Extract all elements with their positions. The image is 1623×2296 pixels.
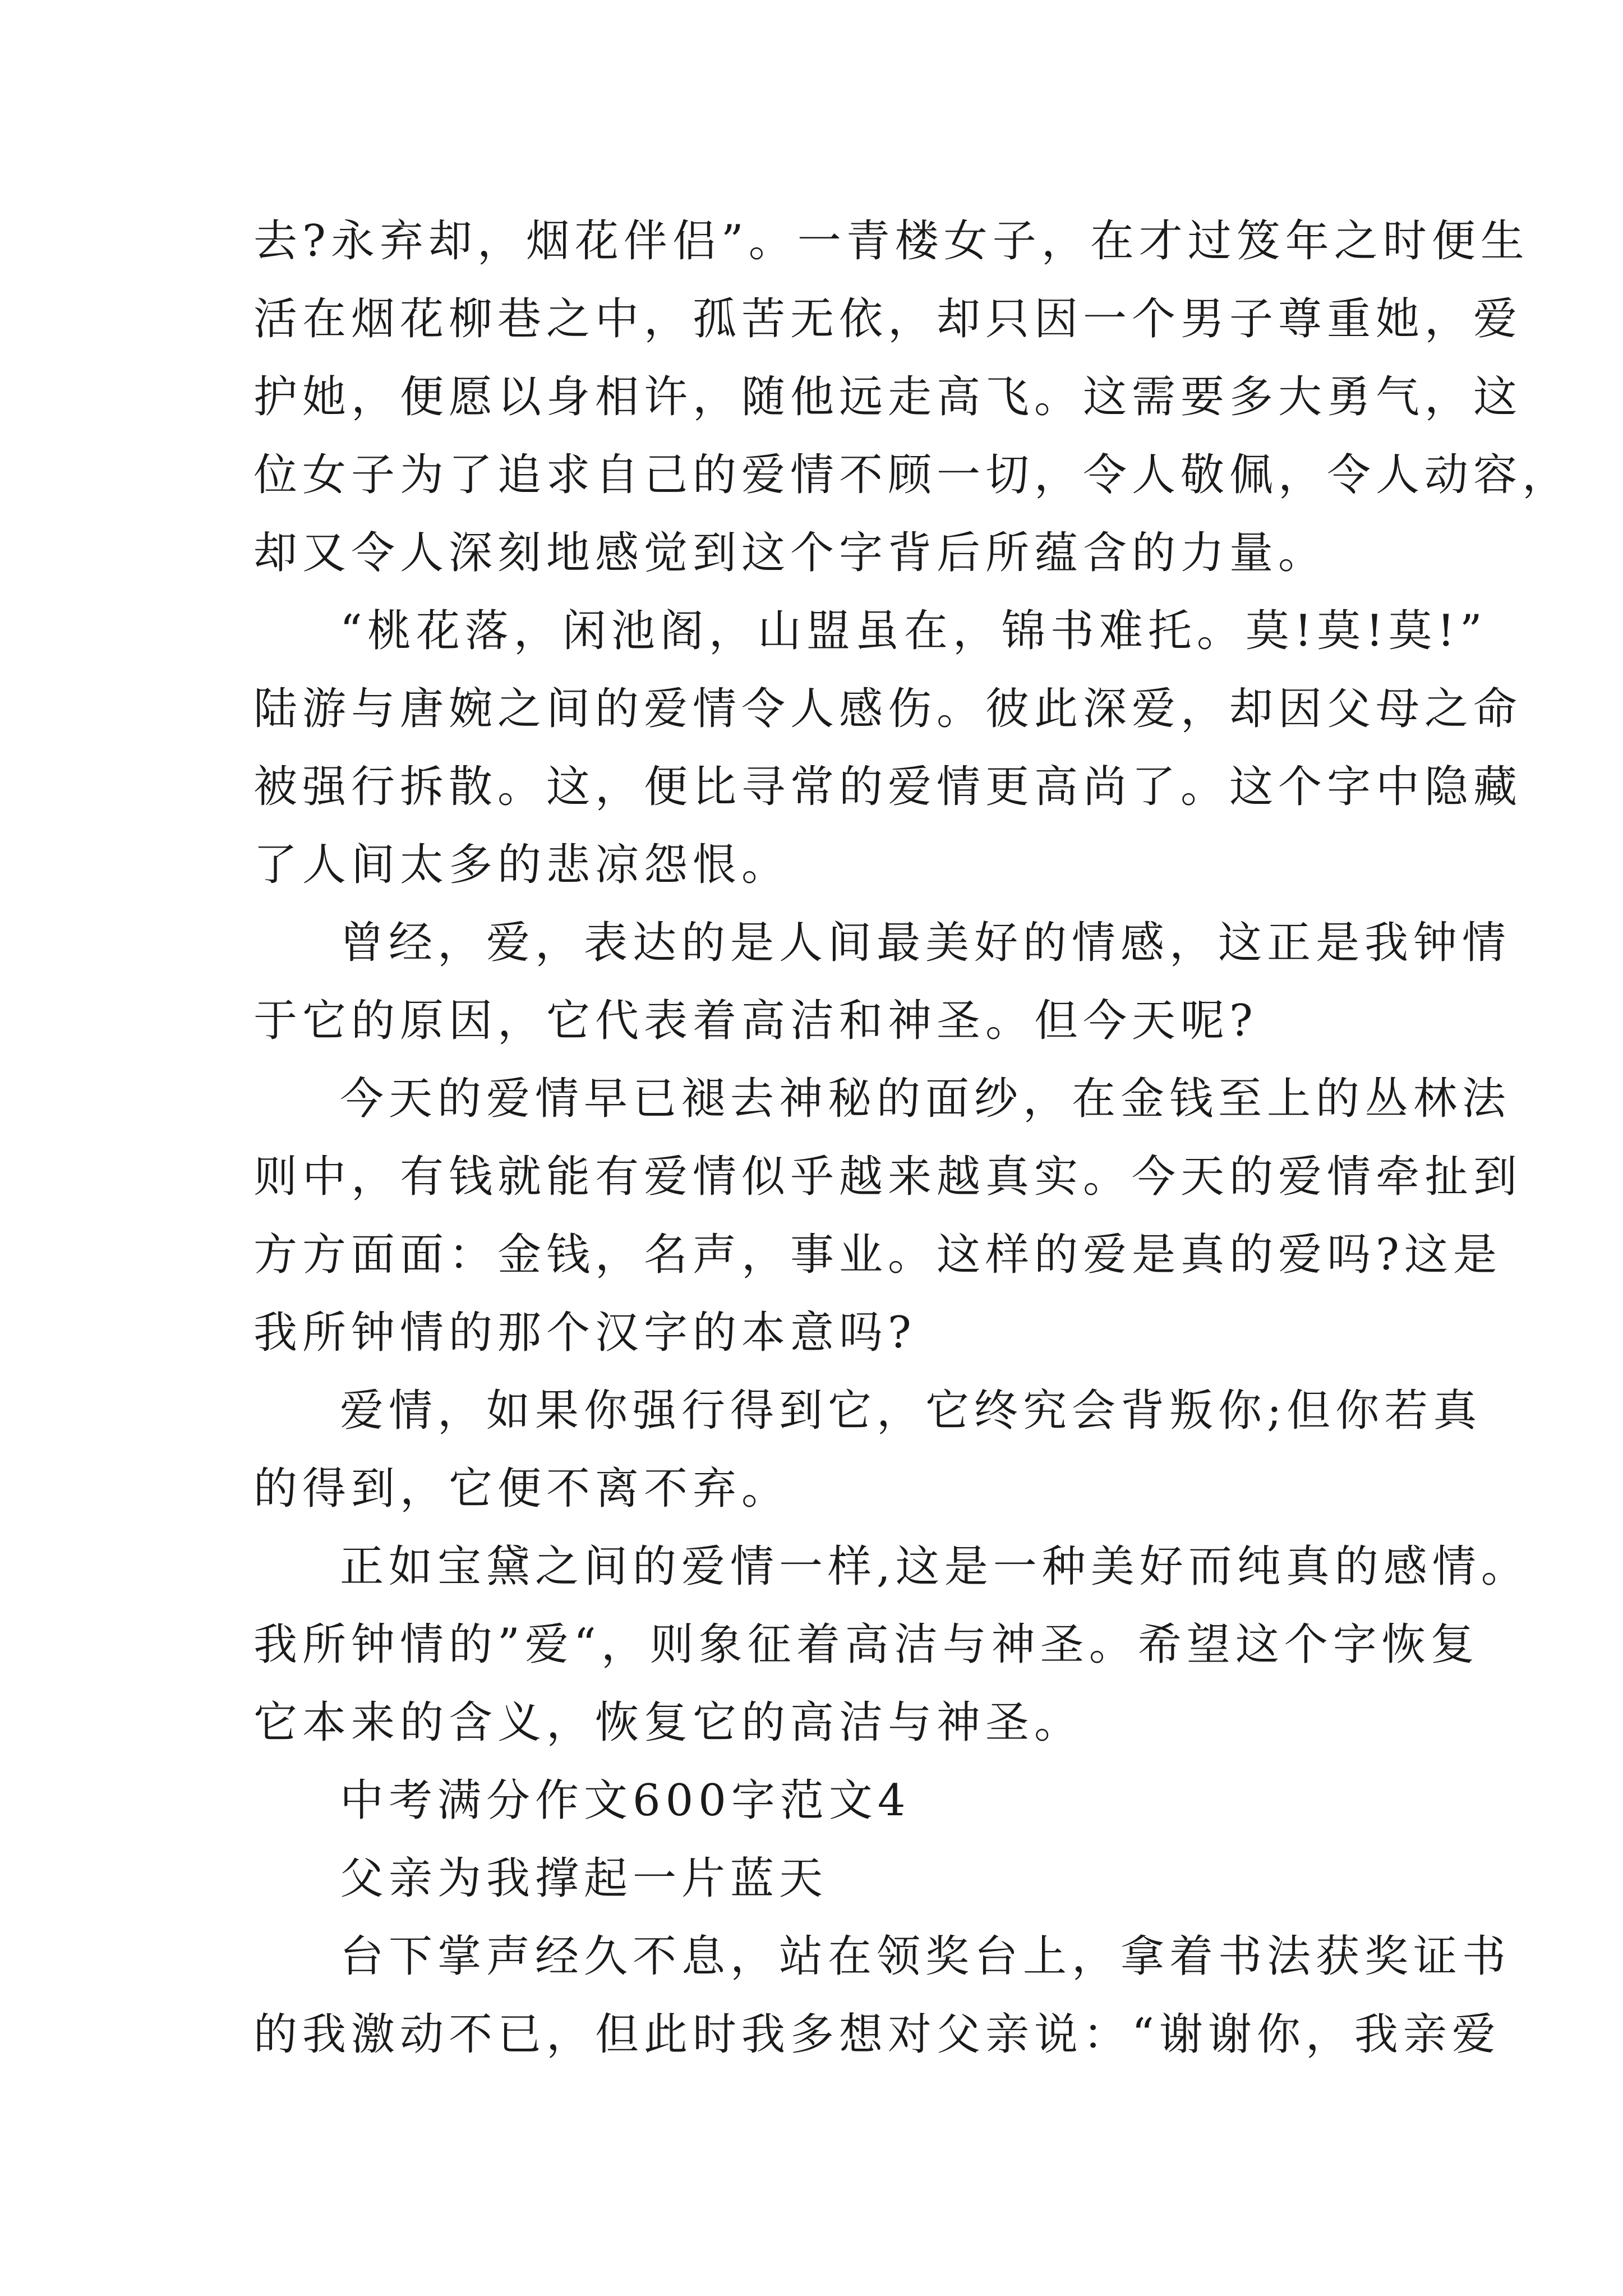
- paragraph-line: 爱情，如果你强行得到它，它终究会背叛你;但你若真: [340, 1386, 1482, 1436]
- paragraph-line: 的我激动不已，但此时我多想对父亲说：“谢谢你，我亲爱: [253, 2009, 1501, 2060]
- paragraph-line: 方方面面：金钱，名声，事业。这样的爱是真的爱吗?这是: [253, 1230, 1502, 1280]
- paragraph-line: 的得到，它便不离不弃。: [253, 1464, 791, 1514]
- paragraph-line: 去?永弃却，烟花伴侣”。一青楼女子，在才过笈年之时便生: [253, 216, 1529, 266]
- paragraph-line: 我所钟情的那个汉字的本意吗?: [253, 1308, 916, 1358]
- paragraph-line: 今天的爱情早已褪去神秘的面纱，在金钱至上的丛林法: [340, 1074, 1511, 1124]
- paragraph-line: 活在烟花柳巷之中，孤苦无依，却只因一个男子尊重她，爱: [253, 294, 1523, 344]
- paragraph-line: 被强行拆散。这，便比寻常的爱情更高尚了。这个字中隐藏: [253, 762, 1523, 812]
- paragraph-line: 曾经，爱，表达的是人间最美好的情感，这正是我钟情: [340, 918, 1511, 968]
- paragraph-line: 却又令人深刻地感觉到这个字背后所蕴含的力量。: [253, 528, 1327, 578]
- paragraph-line: “桃花落，闲池阁，山盟虽在，锦书难托。莫!莫!莫!”: [340, 606, 1487, 656]
- paragraph-line: 陆游与唐婉之间的爱情令人感伤。彼此深爱，却因父母之命: [253, 684, 1523, 734]
- paragraph-line: 我所钟情的”爱“，则象征着高洁与神圣。希望这个字恢复: [253, 1619, 1479, 1670]
- paragraph-line: 位女子为了追求自己的爱情不顾一切，令人敬佩，令人动容，: [253, 450, 1571, 500]
- paragraph-line: 正如宝黛之间的爱情一样,这是一种美好而纯真的感情。: [340, 1542, 1530, 1592]
- section-heading: 中考满分作文600字范文4: [340, 1775, 911, 1826]
- essay-title: 父亲为我撑起一片蓝天: [340, 1853, 828, 1904]
- paragraph-line: 于它的原因，它代表着高洁和神圣。但今天呢?: [253, 996, 1258, 1046]
- paragraph-line: 护她，便愿以身相许，随他远走高飞。这需要多大勇气，这: [253, 372, 1523, 422]
- paragraph-line: 则中，有钱就能有爱情似乎越来越真实。今天的爱情牵扯到: [253, 1152, 1523, 1202]
- paragraph-line: 台下掌声经久不息，站在领奖台上，拿着书法获奖证书: [340, 1931, 1511, 1982]
- paragraph-line: 了人间太多的悲凉怨恨。: [253, 840, 791, 890]
- paragraph-line: 它本来的含义，恢复它的高洁与神圣。: [253, 1697, 1083, 1748]
